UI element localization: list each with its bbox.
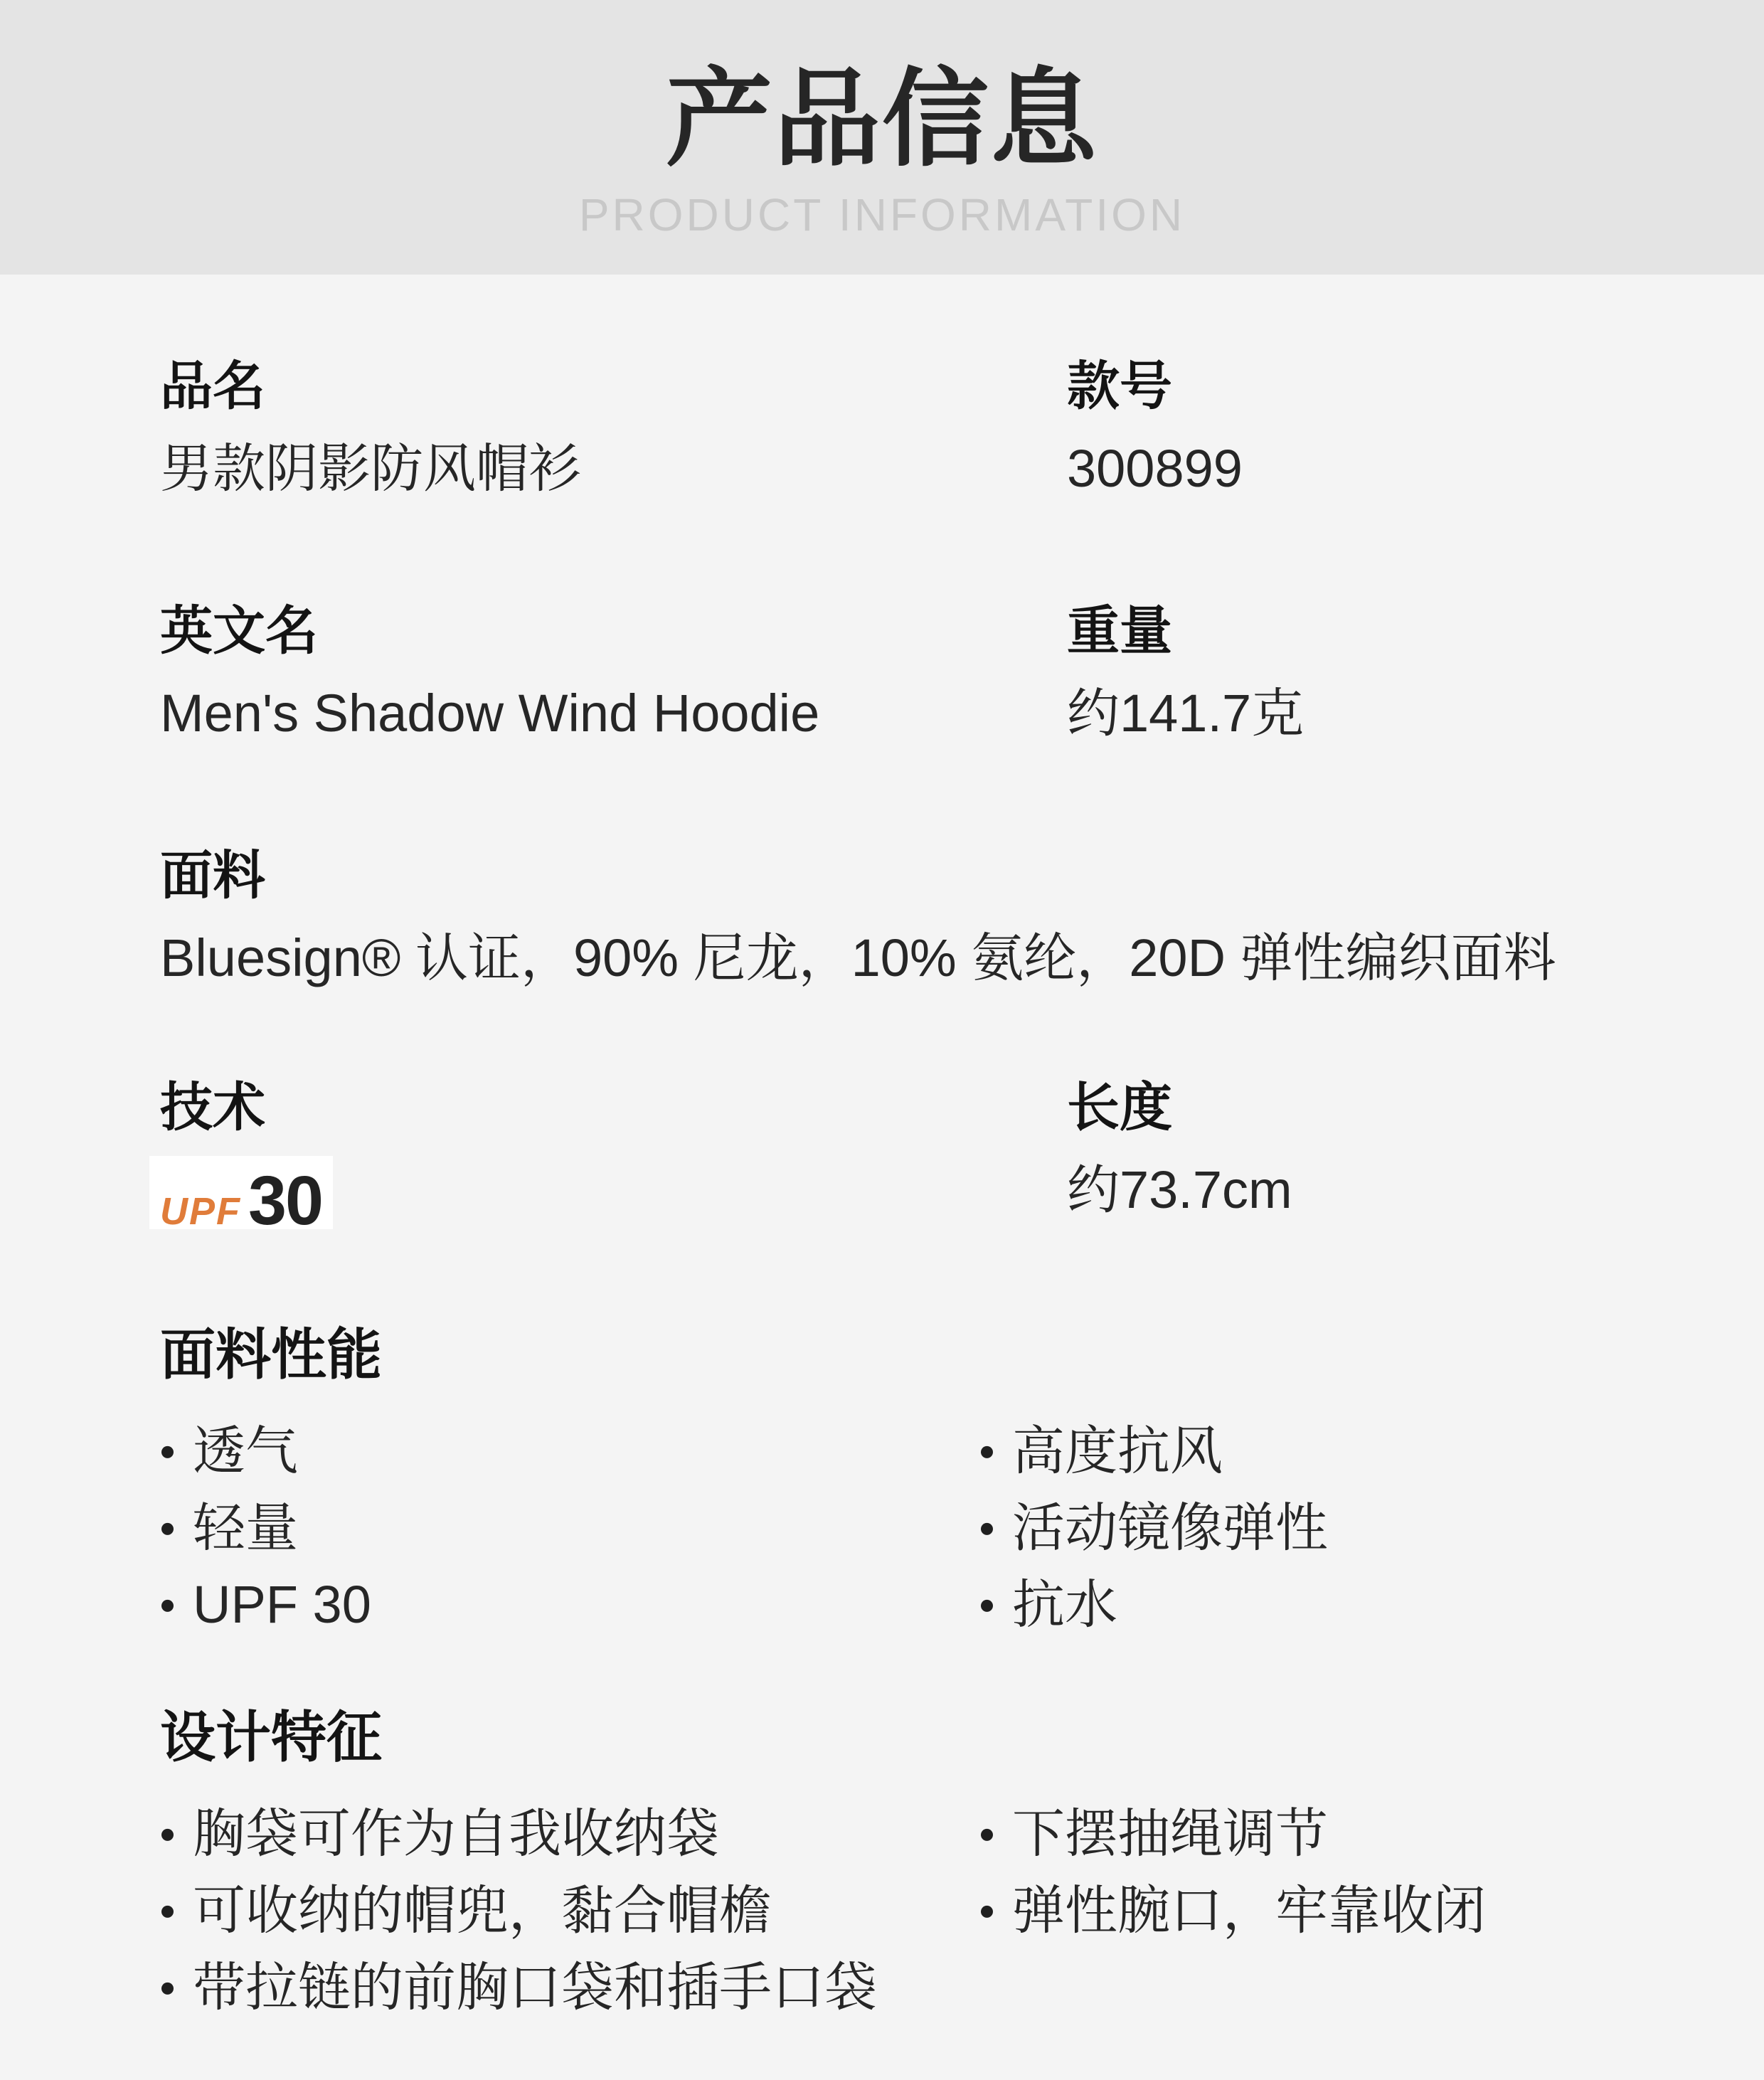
bullet-icon bbox=[981, 1906, 993, 1918]
section-design-features bbox=[160, 1706, 1664, 2026]
bullet-icon bbox=[161, 1829, 174, 1841]
bullet-icon bbox=[161, 1446, 174, 1458]
field-value: 约141.7克 bbox=[1067, 684, 1305, 743]
row-technology-length bbox=[160, 1078, 1664, 1239]
list-item-label: 可收纳的帽兜，黏合帽檐 bbox=[193, 1881, 772, 1940]
list-item bbox=[160, 1949, 979, 2026]
field-style-number bbox=[1067, 356, 1664, 498]
field-value: Bluesign® 认证，90% 尼龙，10% 氨纶，20D 弹性编织面料 bbox=[160, 928, 1556, 987]
list-item-label: 活动镜像弹性 bbox=[1012, 1498, 1328, 1557]
header-band bbox=[0, 0, 1764, 275]
list-item bbox=[979, 1413, 1664, 1490]
list-item bbox=[160, 1413, 979, 1490]
bullet-icon bbox=[981, 1600, 993, 1612]
field-label: 重量 bbox=[1067, 601, 1172, 660]
section-heading: 面料性能 bbox=[160, 1323, 383, 1386]
bullet-icon bbox=[161, 1906, 174, 1918]
field-value: 男款阴影防风帽衫 bbox=[160, 439, 581, 498]
field-weight bbox=[1067, 601, 1664, 743]
design-features-columns bbox=[160, 1795, 1664, 2026]
bullet-icon bbox=[161, 1983, 174, 1995]
bullet-icon bbox=[981, 1523, 993, 1535]
field-label: 面料 bbox=[160, 846, 265, 905]
upf-badge-prefix: UPF bbox=[160, 1190, 242, 1233]
fabric-performance-list-left bbox=[160, 1413, 979, 1643]
section-heading: 设计特征 bbox=[160, 1706, 383, 1768]
list-item bbox=[160, 1795, 979, 1872]
list-item bbox=[979, 1872, 1664, 1949]
list-item bbox=[160, 1872, 979, 1949]
field-label: 英文名 bbox=[160, 601, 318, 660]
bullet-icon bbox=[981, 1829, 993, 1841]
field-product-name bbox=[160, 356, 1067, 498]
field-label: 品名 bbox=[160, 356, 265, 415]
list-item-label: 抗水 bbox=[1012, 1575, 1117, 1634]
list-item-label: 轻量 bbox=[193, 1498, 298, 1557]
list-item-label: 下摆抽绳调节 bbox=[1012, 1804, 1328, 1863]
section-fabric-performance bbox=[160, 1323, 1664, 1643]
page-title: 产品信息 bbox=[665, 59, 1098, 179]
list-item bbox=[979, 1795, 1664, 1872]
field-value: Men's Shadow Wind Hoodie bbox=[160, 684, 820, 743]
bullet-icon bbox=[161, 1523, 174, 1535]
list-item bbox=[979, 1566, 1664, 1643]
bullet-icon bbox=[161, 1600, 174, 1612]
list-item-label: UPF 30 bbox=[193, 1575, 371, 1634]
field-technology bbox=[160, 1078, 1067, 1239]
page-subtitle: PRODUCT INFORMATION bbox=[578, 189, 1186, 240]
field-value: 300899 bbox=[1067, 439, 1243, 498]
list-item-label: 高度抗风 bbox=[1012, 1421, 1223, 1480]
fabric-performance-columns bbox=[160, 1413, 1664, 1643]
row-english-weight bbox=[160, 601, 1664, 743]
design-features-list-right bbox=[979, 1795, 1664, 2026]
design-features-list-left bbox=[160, 1795, 979, 2026]
content-area bbox=[0, 275, 1764, 2026]
list-item-label: 带拉链的前胸口袋和插手口袋 bbox=[193, 1958, 877, 2017]
row-name-styleno bbox=[160, 356, 1664, 498]
field-length bbox=[1067, 1078, 1664, 1229]
list-item-label: 胸袋可作为自我收纳袋 bbox=[193, 1804, 719, 1863]
bullet-icon bbox=[981, 1446, 993, 1458]
row-fabric bbox=[160, 846, 1664, 987]
list-item-label: 弹性腕口，牢靠收闭 bbox=[1012, 1881, 1486, 1940]
list-item bbox=[160, 1490, 979, 1566]
fabric-performance-list-right bbox=[979, 1413, 1664, 1643]
field-label: 长度 bbox=[1067, 1078, 1172, 1137]
list-item-label: 透气 bbox=[193, 1421, 298, 1480]
upf-30-badge bbox=[149, 1156, 333, 1239]
field-label: 技术 bbox=[160, 1078, 265, 1137]
field-value: 约73.7cm bbox=[1067, 1160, 1292, 1219]
field-label: 款号 bbox=[1067, 356, 1172, 415]
upf-badge-value: 30 bbox=[248, 1162, 322, 1239]
list-item bbox=[979, 1490, 1664, 1566]
field-fabric bbox=[160, 846, 1556, 987]
list-item bbox=[160, 1566, 979, 1643]
field-english-name bbox=[160, 601, 1067, 743]
